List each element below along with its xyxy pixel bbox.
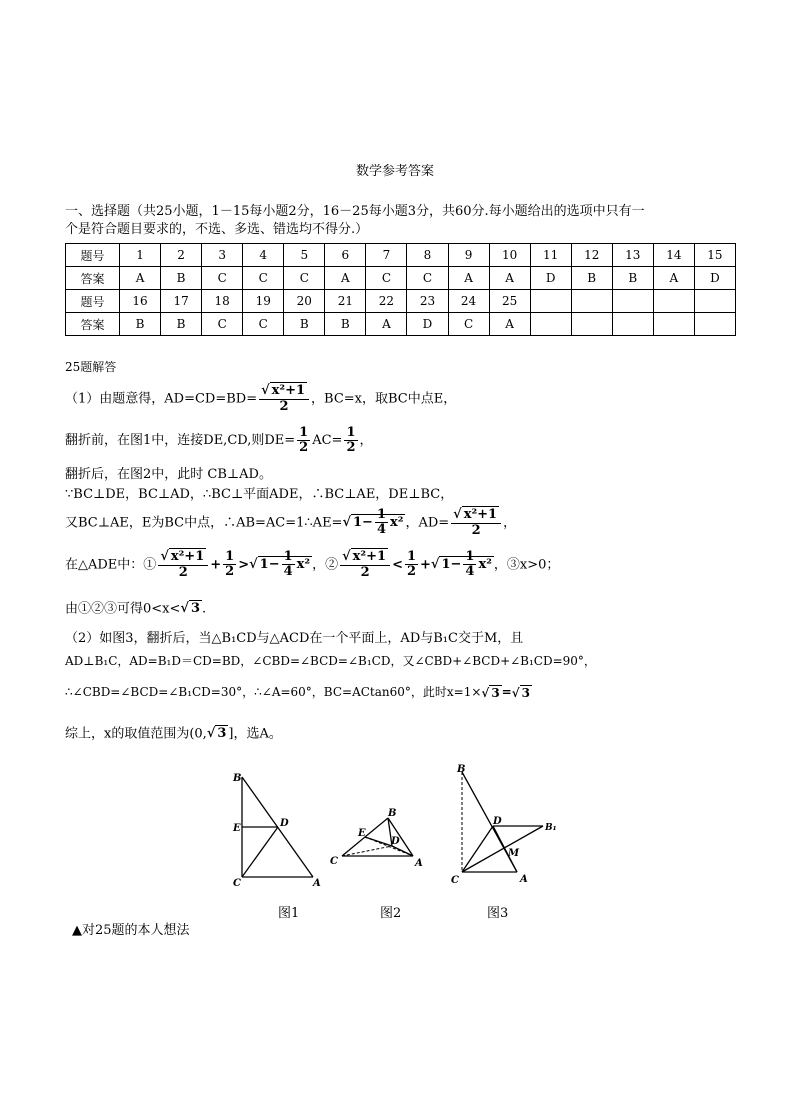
table-cell: C: [202, 313, 243, 336]
table-cell: D: [530, 267, 571, 290]
table-cell: 23: [407, 290, 448, 313]
q25-line7: 由①②③可得0<x<√ 3 .: [65, 601, 207, 617]
table-cell: C: [243, 267, 284, 290]
row-label: 答案: [66, 267, 120, 290]
label-d: D: [493, 816, 502, 827]
section1-line2: 个是符合题目要求的，不选、多选、错选均不得分.）: [65, 222, 369, 237]
table-cell: 10: [489, 244, 530, 267]
table-cell: B: [120, 313, 161, 336]
label-e: E: [233, 823, 241, 834]
table-cell: 6: [325, 244, 366, 267]
table-cell: 14: [653, 244, 694, 267]
table-cell: B: [612, 267, 653, 290]
label-c: C: [233, 878, 241, 889]
table-row: [66, 290, 736, 313]
table-cell: C: [407, 267, 448, 290]
table-cell: A: [120, 267, 161, 290]
table-row: [66, 267, 736, 290]
answer-table: [65, 243, 736, 336]
label-d: D: [391, 836, 400, 847]
q25-line1: （1）由题意得，AD=CD=BD= $\frac{\text{√ x²+1}}{2}$ ，BC=x，取BC中点E，: [65, 383, 457, 414]
figure-1: [225, 765, 335, 895]
label-b: B: [457, 764, 466, 775]
section1-line1: 一、选择题（共25小题，1－15每小题2分，16－25每小题3分，共60分.每小题给出的选项中只有一: [65, 204, 645, 219]
table-cell: [530, 313, 571, 336]
table-cell: 15: [694, 244, 735, 267]
table-cell: [653, 313, 694, 336]
q25-line5: 又BC⊥AE，E为BC中点，∴AB=AC=1∴AE=√ 1− $\frac{1}{4}$ x² ，AD= $\frac{\text{√ x²+1}}{2}$ ，: [65, 507, 517, 538]
q25-line8: （2）如图3，翻折后，当△B₁CD与△ACD在一个平面上，AD与B₁C交于M，且: [65, 631, 524, 646]
table-cell: 16: [120, 290, 161, 313]
table-cell: A: [448, 267, 489, 290]
q25-line11: 综上，x的取值范围为(0,√ 3 ]，选A。: [65, 726, 282, 742]
figure-1-caption: 图1: [278, 906, 300, 921]
figure-2: [325, 800, 435, 875]
table-row: [66, 244, 736, 267]
label-a: A: [313, 878, 321, 889]
table-cell: 24: [448, 290, 489, 313]
table-cell: B: [161, 267, 202, 290]
q25-line4: ∵BC⊥DE，BC⊥AD，∴BC⊥平面ADE，∴BC⊥AE，DE⊥BC，: [65, 487, 454, 502]
table-cell: 18: [202, 290, 243, 313]
table-cell: C: [448, 313, 489, 336]
label-m: M: [508, 848, 520, 859]
table-cell: D: [407, 313, 448, 336]
table-cell: 8: [407, 244, 448, 267]
page-title: 数学参考答案: [355, 164, 434, 179]
table-cell: B: [161, 313, 202, 336]
note: ▲对25题的本人想法: [72, 923, 190, 938]
table-cell: 4: [243, 244, 284, 267]
table-cell: B: [571, 267, 612, 290]
table-cell: 25: [489, 290, 530, 313]
label-b: B: [388, 808, 397, 819]
table-cell: C: [202, 267, 243, 290]
fraction: $\frac{\text{√ x²+1}}{2}$: [259, 384, 309, 414]
table-cell: 17: [161, 290, 202, 313]
table-cell: [571, 290, 612, 313]
figure-2-caption: 图2: [380, 906, 402, 921]
label-c: C: [330, 856, 338, 867]
table-cell: 12: [571, 244, 612, 267]
q25-line6: 在△ADE中：① $\frac{\text{√ x²+1}}{2}$ + $\frac{1}{2}$ >√ 1− $\frac{1}{4}$ x² ，② $\frac{\text{√ x²+1}}{2}$ < $\frac{1}{2}$ +√ 1− $\frac{1}{4}$ x² ，③x>0；: [65, 549, 560, 580]
label-b: B: [233, 773, 242, 784]
row-label: 题号: [66, 290, 120, 313]
q25-line2: 翻折前，在图1中，连接DE,CD,则DE= $\frac{1}{2}$ AC= $\frac{1}{2}$ ，: [65, 425, 373, 455]
table-cell: 20: [284, 290, 325, 313]
table-cell: 19: [243, 290, 284, 313]
table-cell: [530, 290, 571, 313]
table-cell: C: [284, 267, 325, 290]
table-cell: C: [243, 313, 284, 336]
row-label: 题号: [66, 244, 120, 267]
table-cell: 1: [120, 244, 161, 267]
table-cell: 2: [161, 244, 202, 267]
table-cell: 3: [202, 244, 243, 267]
table-cell: 22: [366, 290, 407, 313]
q25-line10: ∴∠CBD=∠BCD=∠B₁CD=30°，∴∠A=60°，BC=ACtan60°，此时x=1×√ 3 =√ 3: [65, 685, 530, 700]
table-cell: [612, 290, 653, 313]
row-label: 答案: [66, 313, 120, 336]
table-cell: A: [653, 267, 694, 290]
table-cell: 21: [325, 290, 366, 313]
table-cell: A: [489, 267, 530, 290]
q25-line3: 翻折后，在图2中，此时 CB⊥AD。: [65, 467, 272, 482]
table-cell: A: [366, 313, 407, 336]
label-b1: B₁: [545, 823, 557, 833]
table-cell: A: [325, 267, 366, 290]
table-cell: [653, 290, 694, 313]
table-cell: B: [284, 313, 325, 336]
q25-heading: 25题解答: [65, 360, 117, 374]
label-a: A: [415, 858, 423, 869]
figure-3-caption: 图3: [487, 906, 509, 921]
table-cell: 13: [612, 244, 653, 267]
table-cell: [612, 313, 653, 336]
table-cell: B: [325, 313, 366, 336]
q25-line9: AD⊥B₁C，AD=B₁D＝CD=BD，∠CBD=∠BCD=∠B₁CD，又∠CBD+∠BCD+∠B₁CD=90°，: [65, 654, 596, 668]
table-cell: [571, 313, 612, 336]
table-cell: 5: [284, 244, 325, 267]
label-d: D: [280, 818, 289, 829]
label-e: E: [358, 828, 366, 839]
table-cell: 9: [448, 244, 489, 267]
table-cell: A: [489, 313, 530, 336]
table-cell: C: [366, 267, 407, 290]
table-cell: D: [694, 267, 735, 290]
table-cell: [694, 290, 735, 313]
table-row: [66, 313, 736, 336]
label-c: C: [451, 875, 459, 886]
table-cell: [694, 313, 735, 336]
table-cell: 7: [366, 244, 407, 267]
label-a: A: [520, 874, 528, 885]
table-cell: 11: [530, 244, 571, 267]
figure-3: [445, 760, 570, 890]
